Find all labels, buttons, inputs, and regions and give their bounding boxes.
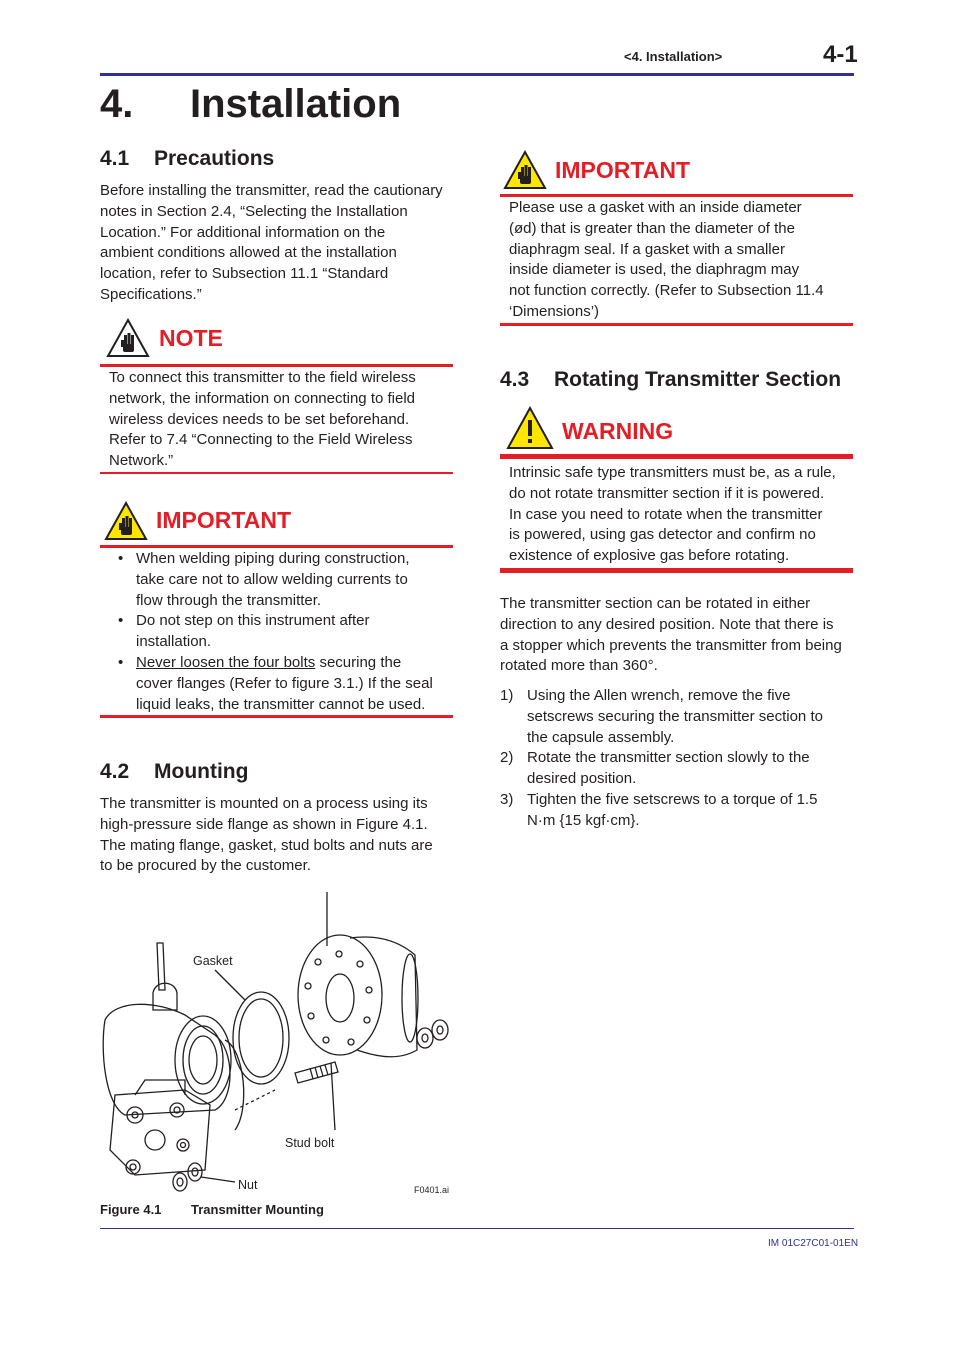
text-line: To connect this transmitter to the field wireless [109, 369, 416, 386]
important-hand-icon [104, 501, 148, 541]
text-line: wireless devices needs to be set beforehand. [109, 410, 410, 428]
underlined-text: Never loosen the four bolts [136, 653, 316, 671]
warning-bottom-rule [500, 568, 853, 573]
text-line: Before installing the transmitter, read the cautionary [100, 182, 443, 199]
text-line: installation. [136, 633, 212, 651]
step-number: 2) [500, 749, 514, 767]
text-line: ambient conditions allowed at the installation [100, 244, 397, 262]
text-line: notes in Section 2.4, “Selecting the Installation [100, 202, 408, 220]
list-item [100, 549, 453, 611]
precautions-paragraph [100, 181, 460, 306]
text-line: network, the information on connecting to field [109, 389, 416, 407]
section-heading-4-1 [100, 147, 274, 171]
section-number: 4.3 [500, 368, 530, 391]
important-2-top-rule [500, 194, 853, 197]
text-line: inside diameter is used, the diaphragm may [509, 261, 800, 279]
text-line: the capsule assembly. [527, 728, 675, 746]
important-title-2: IMPORTANT [555, 157, 691, 183]
text-line: Rotate the transmitter section slowly to the [527, 749, 810, 767]
section-title: Rotating Transmitter Section [554, 368, 842, 391]
gasket-label: Gasket [193, 954, 233, 968]
header-rule [100, 73, 854, 76]
warning-body [509, 463, 853, 567]
text-line: Please use a gasket with an inside diameter [509, 199, 802, 216]
text-line: Location.” For additional information on the [100, 223, 386, 241]
text-line: flow through the transmitter. [136, 591, 322, 609]
important-hand-icon [503, 150, 547, 190]
transmitter-mounting-figure [95, 890, 455, 1200]
running-header-section: <4. Installation> [624, 49, 723, 64]
rotation-steps [500, 686, 854, 832]
hand-caution-icon [106, 318, 150, 358]
text-line: not function correctly. (Refer to Subsection 11.4 [509, 282, 824, 300]
text-line: setscrews securing the transmitter section to [527, 707, 823, 725]
step-number: 3) [500, 790, 514, 808]
text-line: Using the Allen wrench, remove the five [527, 687, 791, 704]
note-title: NOTE [159, 325, 223, 351]
important-2-body [509, 198, 853, 323]
important-2-bottom-rule [500, 323, 853, 326]
note-body [109, 368, 453, 472]
warning-top-rule [500, 454, 853, 459]
text-line: Do not step on this instrument after [136, 612, 370, 630]
important-title-1: IMPORTANT [156, 507, 292, 533]
section-heading-4-3 [500, 368, 841, 392]
text-line: location, refer to Subsection 11.1 “Standard [100, 265, 389, 283]
text-line: high-pressure side flange as shown in Figure 4.1. [100, 815, 428, 833]
text-line: take care not to allow welding currents to [136, 570, 408, 588]
list-item [500, 686, 854, 748]
figure-caption-number: Figure 4.1 [100, 1202, 162, 1217]
text-line: desired position. [527, 770, 637, 788]
stud-bolt-label: Stud bolt [285, 1136, 335, 1150]
text-line: The transmitter section can be rotated in either [500, 595, 811, 612]
text-line: rotated more than 360°. [500, 657, 658, 675]
text-line: a stopper which prevents the transmitter from being [500, 636, 842, 654]
bullet: • [118, 550, 124, 567]
note-bottom-rule [100, 472, 453, 474]
chapter-title: Installation [190, 82, 402, 126]
list-item [100, 653, 453, 715]
warning-exclamation-icon [506, 406, 554, 450]
text-line: N·m {15 kgf·cm}. [527, 811, 640, 829]
text-line: (ød) that is greater than the diameter of the [509, 219, 795, 237]
page-number: 4-1 [823, 41, 858, 68]
text-line: When welding piping during construction, [136, 550, 410, 567]
text-line: to be procured by the customer. [100, 857, 311, 875]
list-item [500, 748, 854, 790]
section-title: Mounting [154, 760, 249, 783]
text-run: securing the [315, 653, 402, 671]
list-item [500, 790, 854, 832]
warning-title: WARNING [562, 418, 674, 444]
step-number: 1) [500, 687, 514, 704]
text-line: do not rotate transmitter section if it is powered. [509, 484, 825, 502]
text-line: Specifications.” [100, 285, 202, 303]
note-top-rule [100, 364, 453, 367]
figure-caption-title: Transmitter Mounting [191, 1202, 324, 1217]
important-1-top-rule [100, 545, 453, 548]
text-line: cover flanges (Refer to figure 3.1.) If the seal [136, 674, 433, 692]
text-line: is powered, using gas detector and confirm no [509, 526, 816, 544]
text-line: ‘Dimensions’) [509, 302, 600, 320]
text-line: Intrinsic safe type transmitters must be, as a rule, [509, 464, 836, 481]
document-id: IM 01C27C01-01EN [768, 1238, 859, 1249]
text-line: direction to any desired position. Note that there is [500, 615, 834, 633]
mounting-paragraph [100, 794, 460, 877]
figure-file-label: F0401.ai [414, 1185, 450, 1195]
text-line [136, 653, 453, 674]
bullet: • [118, 612, 124, 630]
section-number: 4.2 [100, 760, 130, 783]
chapter-number: 4. [100, 82, 134, 126]
nut-label: Nut [238, 1178, 258, 1192]
section-number: 4.1 [100, 147, 130, 170]
section-heading-4-2 [100, 760, 248, 784]
text-line: The mating flange, gasket, stud bolts and nuts are [100, 836, 433, 854]
footer-rule [100, 1228, 854, 1229]
important-1-body [100, 549, 453, 715]
important-1-bottom-rule [100, 715, 453, 718]
text-line: Network.” [109, 452, 174, 470]
bullet: • [118, 653, 124, 671]
list-item [100, 611, 453, 653]
section-title: Precautions [154, 147, 275, 170]
text-line: The transmitter is mounted on a process using its [100, 795, 428, 812]
text-line: Tighten the five setscrews to a torque of 1.5 [527, 790, 818, 808]
text-line: existence of explosive gas before rotating. [509, 547, 790, 565]
rotating-paragraph [500, 594, 860, 677]
text-line: liquid leaks, the transmitter cannot be used. [136, 695, 426, 713]
text-line: Refer to 7.4 “Connecting to the Field Wireless [109, 431, 413, 449]
text-line: diaphragm seal. If a gasket with a smaller [509, 240, 785, 258]
text-line: In case you need to rotate when the transmitter [509, 505, 823, 523]
